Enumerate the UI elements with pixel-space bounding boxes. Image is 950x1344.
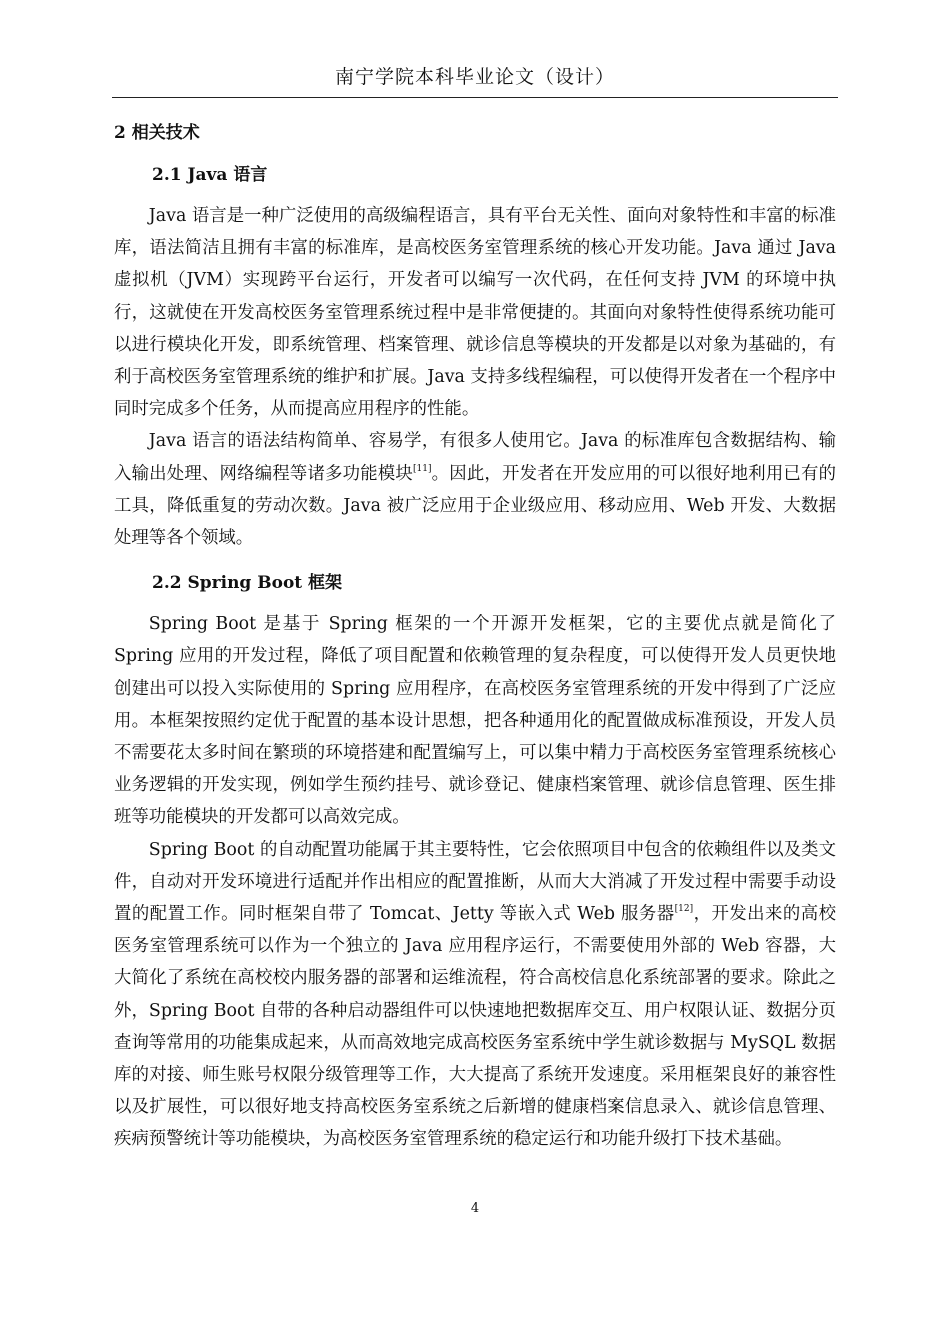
paragraph-text: Java 语言的语法结构简单、容易学，有很多人使用它。Java 的标准库包含数据结构、输入输出处理、网络编程等诸多功能模块 [114,431,836,484]
paragraph-text-continued: 。因此，开发者在开发应用的可以很好地利用已有的工具，降低重复的劳动次数。Java 被广泛应用于企业级应用、移动应用、Web 开发、大数据处理等各个领域。 [114,463,836,549]
paragraph-text-continued: ，开发出来的高校医务室管理系统可以作为一个独立的 Java 应用程序运行，不需要使用外部的 Web 容器，大大简化了系统在高校校内服务器的部署和运维流程，符合高校信息化系统部署的要求。除此之外，Spring Boot 自带的各种启动器组件可以快速地把数据库交互、用户权限认证、数据分页查询等常用的功能集成起来，从而高效地完成高校医务室系统中学生就诊数据与 MySQL 数据库的对接、师生账号权限分级管理等工作，大大提高了系统开发速度。采用框架良好的兼容性以及扩展性，可以很好地支持高校医务室系统之后新增的健康档案信息录入、就诊信息管理、疾病预警统计等功能模块，为高校医务室管理系统的稳定运行和功能升级打下技术基础。 [114,904,836,1150]
citation-marker: [11] [412,463,432,474]
citation-marker: [12] [674,904,694,915]
page-header: 南宁学院本科毕业论文（设计） [334,66,615,88]
page-number: 4 [470,1201,480,1216]
header-divider [112,97,838,98]
paragraph-text: Spring Boot 的自动配置功能属于其主要特性，它会依照项目中包含的依赖组件以及类文件，自动对开发环境进行适配并作出相应的配置推断，从而大大消减了开发过程中需要手动设置的配置工作。同时框架自带了 Tomcat、Jetty 等嵌入式 Web 服务器 [114,839,836,925]
paragraph-spring-1 [114,608,836,833]
paragraph-java-2 [114,425,836,554]
paragraph-java-1 [114,200,836,425]
section-title: 2 相关技术 [114,123,200,143]
paragraph-spring-2 [114,834,836,1156]
subsection-title-java: 2.1 Java 语言 [152,165,268,185]
subsection-title-spring-boot: 2.2 Spring Boot 框架 [152,573,343,594]
paragraph-text: Spring Boot 是基于 Spring 框架的一个开源开发框架，它的主要优点就是简化了 Spring 应用的开发过程，降低了项目配置和依赖管理的复杂程度，可以使得开发人员更快地创建出可以投入实际使用的 Spring 应用程序，在高校医务室管理系统的开发中得到了广泛应用。本框架按照约定优于配置的基本设计思想，把各种通用化的配置做成标准预设，开发人员不需要花太多时间在繁琐的环境搭建和配置编写上，可以集中精力于高校医务室管理系统核心业务逻辑的开发实现，例如学生预约挂号、就诊登记、健康档案管理、就诊信息管理、医生排班等功能模块的开发都可以高效完成。 [114,614,836,828]
paragraph-text: Java 语言是一种广泛使用的高级编程语言，具有平台无关性、面向对象特性和丰富的标准库，语法简洁且拥有丰富的标准库，是高校医务室管理系统的核心开发功能。Java 通过 Java 虚拟机（JVM）实现跨平台运行，开发者可以编写一次代码，在任何支持 JVM 的环境中执行，这就使在开发高校医务室管理系统过程中是非常便捷的。其面向对象特性使得系统功能可以进行模块化开发，即系统管理、档案管理、就诊信息等模块的开发都是以对象为基础的，有利于高校医务室管理系统的维护和扩展。Java 支持多线程编程，可以使得开发者在一个程序中同时完成多个任务，从而提高应用程序的性能。 [114,206,836,420]
page-body [114,112,836,1156]
